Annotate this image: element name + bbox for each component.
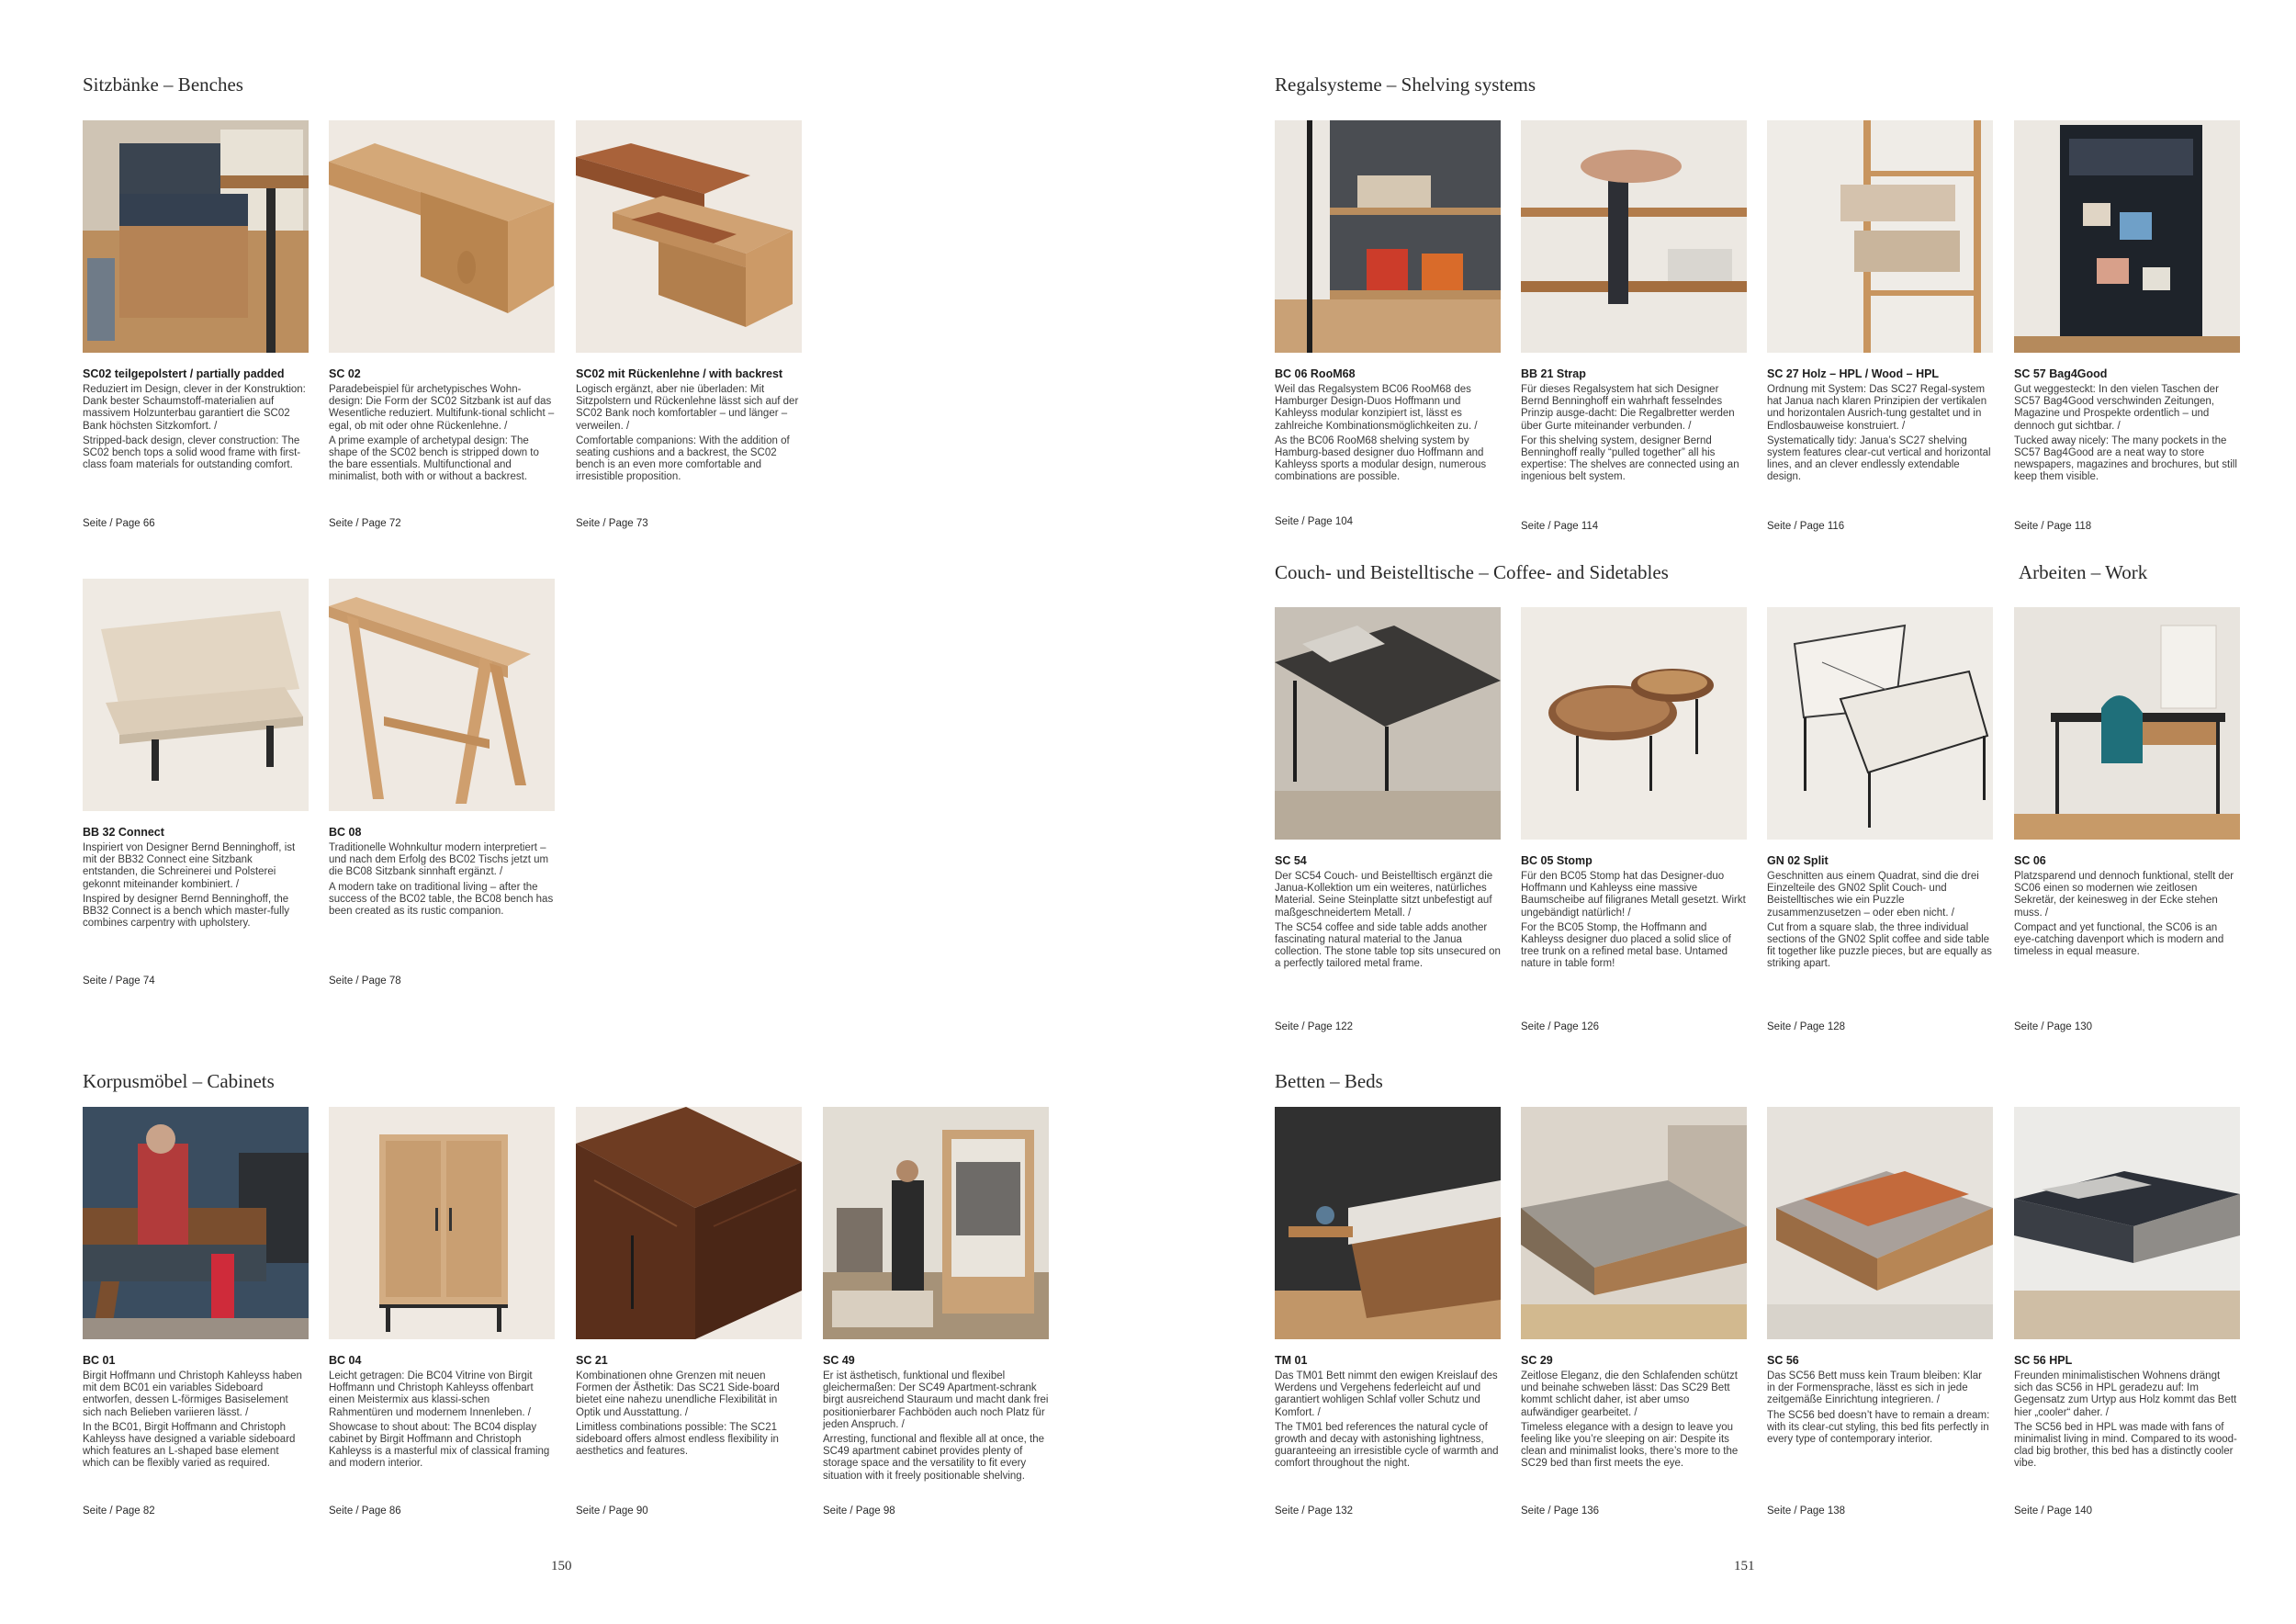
- product-card: [329, 1107, 555, 1517]
- page-link[interactable]: Seite / Page 98: [823, 1506, 895, 1517]
- product-title: SC 27 Holz – HPL / Wood – HPL: [1767, 367, 1940, 380]
- product-card: [83, 579, 309, 987]
- product-text-de: Ordnung mit System: Das SC27 Regal-system hat Janua nach klaren Prinzipien der vertikalen und horizontalen Ausrich-tung gestaltet und in Endlosbauweise konstruiert. /: [1767, 384, 1987, 432]
- page-link[interactable]: Seite / Page 130: [2014, 1021, 2093, 1032]
- product-text-en: Cut from a square slab, the three individual sections of the GN02 Split coffee and side table fit together like puzzle pieces, but are equally as striking apart.: [1767, 921, 1992, 970]
- product-card: [1275, 1107, 1501, 1517]
- product-text-de: Das SC56 Bett muss kein Traum bleiben: Klar in der Formensprache, lässt es sich in jede zeitgemäße Einrichtung integrieren. /: [1767, 1370, 1982, 1406]
- product-text-en: As the BC06 RooM68 shelving system by Hamburg-based designer duo Hoffmann and Kahleyss sports a modular design, numerous combinations are possible.: [1275, 434, 1487, 483]
- page-number-left: 150: [551, 1559, 572, 1573]
- product-photo: [1521, 120, 1747, 353]
- product-photo: [2014, 1107, 2240, 1339]
- product-text-de: Für den BC05 Stomp hat das Designer-duo Hoffmann und Kahleyss eine massive Baumscheibe auf filigranes Metall gesetzt. Wirkt ungebändigt natürlich! /: [1521, 871, 1746, 919]
- page-link[interactable]: Seite / Page 132: [1275, 1506, 1354, 1517]
- product-card: [1521, 1107, 1747, 1517]
- product-card: [823, 1107, 1049, 1517]
- product-text-en: For the BC05 Stomp, the Hoffmann and Kahleyss designer duo placed a solid slice of tree trunk on a refined metal base. Untamed nature in table form!: [1521, 921, 1731, 970]
- product-text-en: Tucked away nicely: The many pockets in the SC57 Bag4Good are a neat way to store newspapers, magazines and brochures, but still keep them visible.: [2014, 434, 2237, 483]
- page-link[interactable]: Seite / Page 116: [1767, 521, 1845, 532]
- product-text-en: Inspired by designer Bernd Benninghoff, the BB32 Connect is a bench which master-fully combines carpentry with upholstery.: [83, 893, 289, 930]
- page-link[interactable]: Seite / Page 78: [329, 976, 401, 987]
- product-card: [329, 120, 555, 529]
- product-photo: [329, 579, 555, 811]
- section-title-beds: Betten – Beds: [1275, 1070, 1383, 1092]
- product-text-de: Er ist ästhetisch, funktional und flexibel gleichermaßen: Der SC49 Apartment-schrank birgt ausreichend Stauraum und macht dank frei positionierbarer Fachböden auch noch Platz für jeden Anspruch. /: [823, 1370, 1049, 1430]
- product-photo: [1275, 120, 1501, 353]
- page-link[interactable]: Seite / Page 128: [1767, 1021, 1846, 1032]
- product-card: [1275, 607, 1501, 1032]
- product-card: [2014, 1107, 2240, 1517]
- section-title-tables: Couch- und Beistelltische – Coffee- and Sidetables: [1275, 561, 1669, 583]
- product-card: [2014, 607, 2240, 1032]
- product-title: SC 49: [823, 1354, 855, 1367]
- page-link[interactable]: Seite / Page 82: [83, 1506, 155, 1517]
- product-text-de: Geschnitten aus einem Quadrat, sind die drei Einzelteile des GN02 Split Couch- und Beistelltisches wie ein Puzzle zusammenzusetzen – oder eben nicht. /: [1767, 871, 1979, 919]
- product-photo: [823, 1107, 1049, 1339]
- product-photo: [83, 579, 309, 811]
- product-text-en: In the BC01, Birgit Hoffmann and Christoph Kahleyss have designed a variable sideboard which features an L-shaped base element which can be flexibly varied as required.: [83, 1421, 296, 1470]
- product-title: GN 02 Split: [1767, 854, 1829, 867]
- product-card: [1521, 120, 1747, 532]
- product-title: BC 06 RooM68: [1275, 367, 1356, 380]
- product-photo: [83, 1107, 309, 1339]
- product-text-de: Für dieses Regalsystem hat sich Designer Bernd Benninghoff ein wahrhaft fesselndes Prinzip ausge-dacht: Die Regalbretter werden über Gurte miteinander verbunden. /: [1521, 384, 1735, 432]
- product-text-de: Kombinationen ohne Grenzen mit neuen Formen der Ästhetik: Das SC21 Side-board bietet eine nahezu unendliche Flexibilität in Optik und Ausstattung. /: [576, 1370, 780, 1418]
- product-card: [576, 120, 802, 529]
- product-card: [2014, 120, 2240, 532]
- section-title-work: Arbeiten – Work: [2019, 561, 2148, 583]
- product-photo: [329, 120, 555, 353]
- product-text-en: Compact and yet functional, the SC06 is an eye-catching davenport which is modern and timeless in equal measure.: [2014, 921, 2224, 958]
- page-link[interactable]: Seite / Page 72: [329, 518, 401, 529]
- product-title: SC02 teilgepolstert / partially padded: [83, 367, 285, 380]
- page-link[interactable]: Seite / Page 138: [1767, 1506, 1846, 1517]
- product-photo: [1767, 1107, 1993, 1339]
- product-text-de: Reduziert im Design, clever in der Konstruktion: Dank bester Schaumstoff-materialien auf massivem Holzunterbau garantiert die SC02 Bank höchsten Sitzkomfort. /: [83, 384, 306, 432]
- product-text-en: Timeless elegance with a design to leave you feeling like you’re sleeping on air: Despite its clean and minimalist looks, there’s more to the SC29 bed than first meets the eye.: [1521, 1421, 1739, 1470]
- product-text-en: Comfortable companions: With the addition of seating cushions and a backrest, the SC02 bench is an even more comfortable and irresistible proposition.: [576, 434, 790, 483]
- product-photo: [2014, 607, 2240, 840]
- product-title: SC 21: [576, 1354, 608, 1367]
- section-title-cabinets: Korpusmöbel – Cabinets: [83, 1070, 275, 1092]
- product-text-de: Zeitlose Eleganz, die den Schlafenden schützt und beinahe schweben lässt: Das SC29 Bett kommt schlicht daher, ist aber umso aufwändiger gearbeitet. /: [1521, 1370, 1738, 1418]
- product-title: SC 54: [1275, 854, 1307, 867]
- page-link[interactable]: Seite / Page 126: [1521, 1021, 1600, 1032]
- product-photo: [2014, 120, 2240, 353]
- product-photo: [329, 1107, 555, 1339]
- product-photo: [576, 120, 802, 353]
- product-title: SC 56: [1767, 1354, 1799, 1367]
- product-title: SC 29: [1521, 1354, 1553, 1367]
- product-text-de: Weil das Regalsystem BC06 RooM68 des Hamburger Design-Duos Hoffmann und Kahleyss modular konzipiert ist, lässt es zahlreiche Kombinationsmöglichkeiten zu. /: [1275, 384, 1478, 432]
- product-title: BC 04: [329, 1354, 362, 1367]
- product-title: SC 06: [2014, 854, 2046, 867]
- product-text-de: Paradebeispiel für archetypisches Wohn-design: Die Form der SC02 Sitzbank ist auf das Wesentliche reduziert. Multifunk-tional schlicht – egal, ob mit oder ohne Rückenlehne. /: [329, 384, 555, 432]
- product-text-en: The SC54 coffee and side table adds another fascinating natural material to the Janua collection. The stone table top sits unsecured on a perfectly tailored metal frame.: [1275, 921, 1501, 970]
- product-text-de: Platzsparend und dennoch funktional, stellt der SC06 einen so modernen wie zeitlosen Sekretär, der keinesweg in der Ecke stehen muss. /: [2014, 871, 2234, 919]
- page-link[interactable]: Seite / Page 86: [329, 1506, 401, 1517]
- product-text-de: Gut weggesteckt: In den vielen Taschen der SC57 Bag4Good verschwinden Zeitungen, Magazine und Prospekte ordentlich – und dennoch gut sichtbar. /: [2014, 384, 2219, 432]
- product-text-en: The SC56 bed doesn’t have to remain a dream: with its clear-cut styling, this bed fits perfectly in every type of contemporary interior.: [1767, 1409, 1990, 1446]
- product-text-en: A prime example of archetypal design: The shape of the SC02 bench is stripped down to the bare essentials. Multifunctional and minimalist, both with or without a backrest.: [329, 434, 539, 483]
- section-title-benches: Sitzbänke – Benches: [83, 73, 243, 96]
- page-link[interactable]: Seite / Page 74: [83, 976, 155, 987]
- product-title: SC02 mit Rückenlehne / with backrest: [576, 367, 783, 380]
- product-card: [83, 1107, 309, 1517]
- product-text-de: Das TM01 Bett nimmt den ewigen Kreislauf des Werdens und Vergehens federleicht auf und garantiert wohligen Schlaf voller Schutz und Komfort. /: [1275, 1370, 1498, 1418]
- page-number-right: 151: [1734, 1559, 1755, 1573]
- product-title: SC 56 HPL: [2014, 1354, 2073, 1367]
- product-text-de: Der SC54 Couch- und Beistelltisch ergänzt die Janua-Kollektion um ein weiteres, natürliches Material. Seine Steinplatte sitzt unbefestigt auf maßgeschneidertem Metall. /: [1275, 871, 1493, 919]
- product-photo: [1767, 607, 1993, 840]
- product-title: BC 05 Stomp: [1521, 854, 1593, 867]
- product-card: [329, 579, 555, 987]
- product-card: [83, 120, 309, 529]
- page-link[interactable]: Seite / Page 73: [576, 518, 648, 529]
- product-text-en: Limitless combinations possible: The SC21 sideboard offers almost endless flexibility in aesthetics and features.: [576, 1421, 779, 1458]
- product-title: BC 01: [83, 1354, 116, 1367]
- product-text-en: Showcase to shout about: The BC04 display cabinet by Birgit Hoffmann and Christoph Kahleyss is a masterful mix of classical framing and modern interior.: [329, 1421, 550, 1470]
- product-card: [1767, 120, 1993, 532]
- product-card: [1767, 1107, 1993, 1517]
- product-photo: [1275, 607, 1501, 840]
- page-link[interactable]: Seite / Page 122: [1275, 1021, 1354, 1032]
- product-photo: [83, 120, 309, 353]
- product-text-de: Birgit Hoffmann und Christoph Kahleyss haben mit dem BC01 ein variables Sideboard entworfen, dessen L-förmiges Basiselement sich nach Belieben variieren lässt. /: [83, 1370, 302, 1418]
- product-text-de: Logisch ergänzt, aber nie überladen: Mit Sitzpolstern und Rückenlehne lässt sich auf der SC02 Bank noch komfortabler – und länger – verweilen. /: [576, 384, 799, 432]
- product-card: [1521, 607, 1747, 1032]
- product-card: [1767, 607, 1993, 1032]
- page-link[interactable]: Seite / Page 66: [83, 518, 155, 529]
- section-title-shelving: Regalsysteme – Shelving systems: [1275, 73, 1536, 96]
- product-photo: [576, 1107, 802, 1339]
- product-text-en: Systematically tidy: Janua’s SC27 shelving system features clear-cut vertical and horizontal lines, and an clever endlessly extendable design.: [1767, 434, 1991, 483]
- product-photo: [1521, 607, 1747, 840]
- product-photo: [1767, 120, 1993, 353]
- page-link[interactable]: Seite / Page 90: [576, 1506, 648, 1517]
- page-link[interactable]: Seite / Page 114: [1521, 521, 1599, 532]
- product-text-de: Traditionelle Wohnkultur modern interpretiert – und nach dem Erfolg des BC02 Tischs jetzt um die BC08 Sitzbank sinnhaft ergänzt. /: [329, 842, 549, 878]
- product-title: SC 57 Bag4Good: [2014, 367, 2108, 380]
- product-title: BC 08: [329, 826, 362, 839]
- product-text-en: The TM01 bed references the natural cycle of growth and decay with astonishing lightness, guaranteeing an irresistible cycle of warmth and comfort throughout the night.: [1275, 1421, 1499, 1470]
- page-link[interactable]: Seite / Page 136: [1521, 1506, 1600, 1517]
- product-text-de: Inspiriert von Designer Bernd Benninghoff, ist mit der BB32 Connect eine Sitzbank entstanden, die Schreinerei und Polsterei gekonnt miteinander kombiniert. /: [83, 842, 296, 890]
- product-text-de: Leicht getragen: Die BC04 Vitrine von Birgit Hoffmann und Christoph Kahleyss offenbart einen Meistermix aus klassi-schen Rahmentüren und modernem Innenleben. /: [329, 1370, 534, 1418]
- product-photo: [1275, 1107, 1501, 1339]
- product-text-en: Stripped-back design, clever construction: The SC02 bench tops a solid wood frame with first-class foam materials for outstanding comfort.: [83, 434, 301, 471]
- product-title: BB 32 Connect: [83, 826, 164, 839]
- product-card: [1275, 120, 1501, 527]
- product-text-en: Arresting, functional and flexible all at once, the SC49 apartment cabinet provides plenty of storage space and the versatility to fit every situation with it freely positionable shelving.: [823, 1434, 1045, 1482]
- product-card: [576, 1107, 802, 1517]
- product-text-en: For this shelving system, designer Bernd Benninghoff really “pulled together” all his expertise: The shelves are connected using an ingenious belt system.: [1521, 434, 1739, 483]
- product-title: BB 21 Strap: [1521, 367, 1586, 380]
- product-text-en: A modern take on traditional living – after the success of the BC02 table, the BC08 bench has been created as its rustic companion.: [329, 881, 554, 918]
- product-photo: [1521, 1107, 1747, 1339]
- product-title: SC 02: [329, 367, 361, 380]
- product-text-en: The SC56 bed in HPL was made with fans of minimalist living in mind. Compared to its wood-clad big brother, this bed has a distinctly cooler vibe.: [2014, 1421, 2237, 1470]
- product-title: TM 01: [1275, 1354, 1308, 1367]
- product-text-de: Freunden minimalistischen Wohnens drängt sich das SC56 in HPL geradezu auf: Im Gegensatz zum Urtyp aus Holz kommt das Bett hier „cooler“ daher. /: [2014, 1370, 2237, 1418]
- page-link[interactable]: Seite / Page 104: [1275, 516, 1354, 527]
- page-link[interactable]: Seite / Page 118: [2014, 521, 2092, 532]
- page-link[interactable]: Seite / Page 140: [2014, 1506, 2093, 1517]
